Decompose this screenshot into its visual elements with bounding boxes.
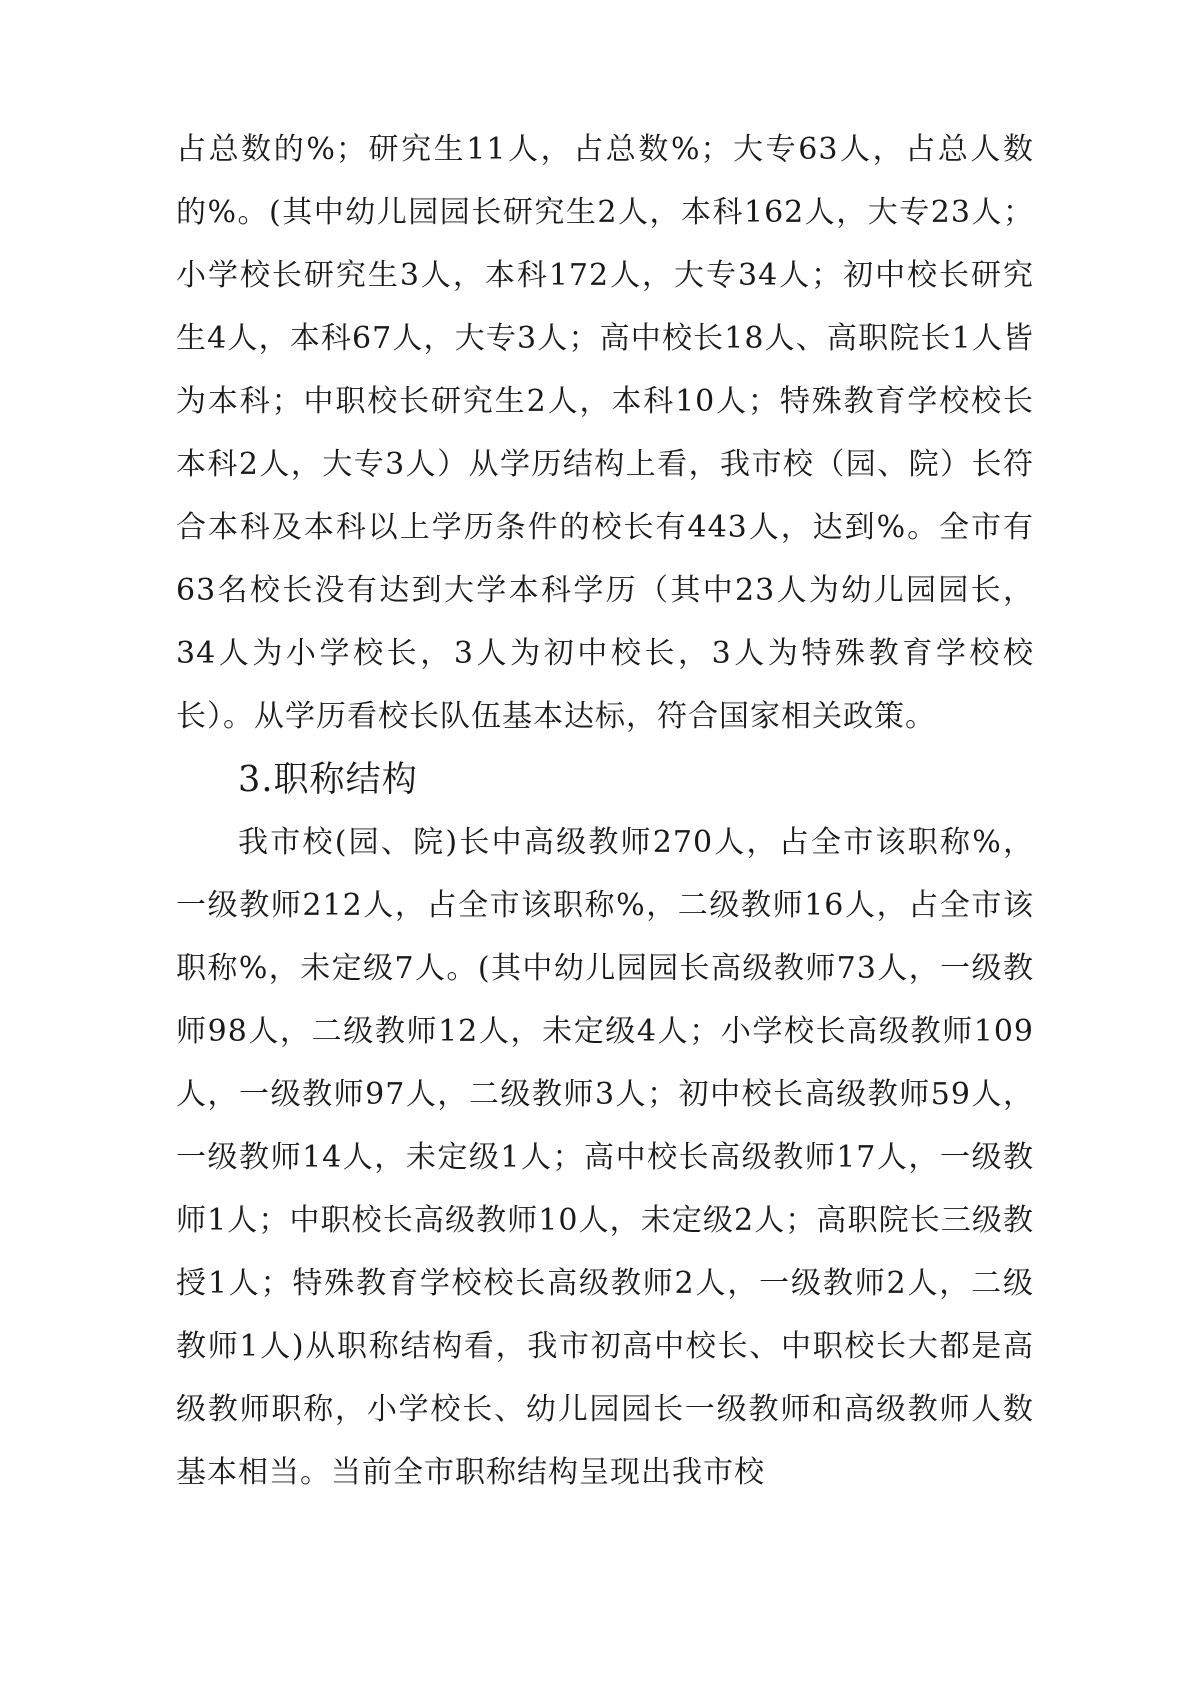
section-heading-title-structure: 3.职称结构: [238, 759, 418, 800]
document-body: [176, 118, 1034, 1504]
paragraph-education-structure: 占总数的%；研究生11人，占总数%；大专63人，占总人数的%。(其中幼儿园园长研究生2人，本科162人，大专23人；小学校长研究生3人，本科172人，大专34人；初中校长研究生4人，本科67人，大专3人；高中校长18人、高职院长1人皆为本科；中职校长研究生2人，本科10人；特殊教育学校校长本科2人，大专3人）从学历结构上看，我市校（园、院）长符合本科及本科以上学历条件的校长有443人，达到%。全市有63名校长没有达到大学本科学历（其中23人为幼儿园园长，34人为小学校长，3人为初中校长，3人为特殊教育学校校长）。从学历看校长队伍基本达标，符合国家相关政策。: [176, 132, 1034, 734]
paragraph-title-structure: 我市校(园、院)长中高级教师270人，占全市该职称%，一级教师212人，占全市该职称%，二级教师16人，占全市该职称%，未定级7人。(其中幼儿园园长高级教师73人，一级教师98人，二级教师12人，未定级4人；小学校长高级教师109人，一级教师97人，二级教师3人；初中校长高级教师59人，一级教师14人，未定级1人；高中校长高级教师17人，一级教师1人；中职校长高级教师10人，未定级2人；高职院长三级教授1人；特殊教育学校校长高级教师2人，一级教师2人，二级教师1人)从职称结构看，我市初高中校长、中职校长大都是高级教师职称，小学校长、幼儿园园长一级教师和高级教师人数基本相当。当前全市职称结构呈现出我市校: [176, 825, 1034, 1490]
